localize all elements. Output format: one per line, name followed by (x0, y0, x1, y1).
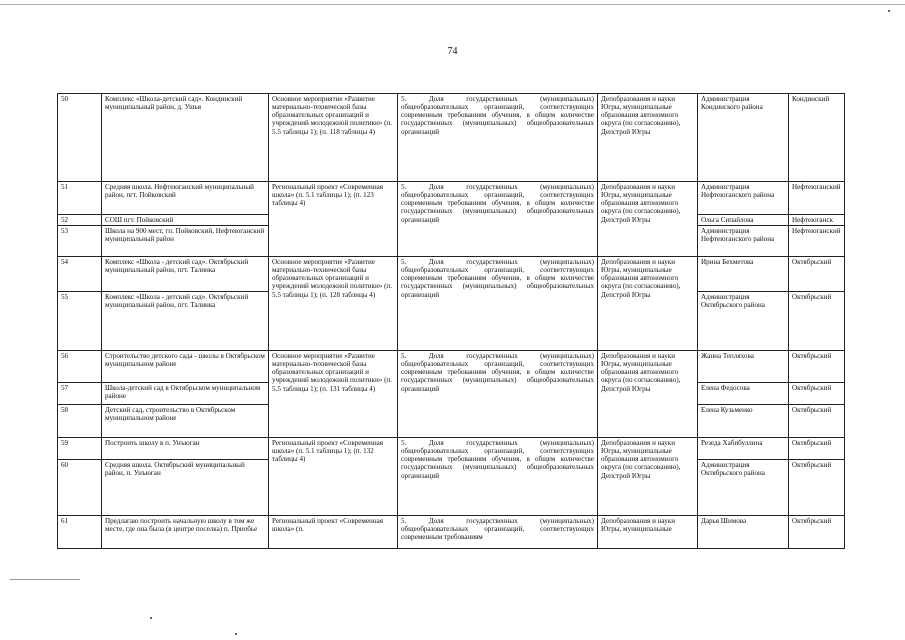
object-cell: Комплекс «Школа - детский сад». Октябрьский муниципальный район, пгт. Талинка (102, 292, 269, 351)
row-number: 50 (58, 94, 102, 182)
object-cell: Комплекс «Школа - детский сад». Октябрьский муниципальный район, пгт. Талинка (102, 257, 269, 292)
municipality-cell: Октябрьский (789, 383, 845, 405)
initiator-cell: Дарья Шимова (698, 516, 789, 549)
measure-cell: Основное мероприятие «Развитие материально-технической базы образовательных организаций и учреждений молодежной политики» (п. 5.5 таблицы 1); (п. 118 таблицы 4) (269, 94, 398, 182)
row-number: 51 (58, 182, 102, 215)
row-number: 57 (58, 383, 102, 405)
row-number: 54 (58, 257, 102, 292)
page-number: 74 (447, 46, 458, 57)
row-number: 52 (58, 215, 102, 226)
table-row (58, 438, 845, 460)
municipality-cell: Октябрьский (789, 460, 845, 516)
object-cell: Средняя школа. Октябрьский муниципальный район, п. Унъюган (102, 460, 269, 516)
initiator-cell: Резеда Хабибуллина (698, 438, 789, 460)
measure-cell: Региональный проект «Современная школа» (п. (269, 516, 398, 549)
municipality-cell: Кондинский (789, 94, 845, 182)
row-number: 59 (58, 438, 102, 460)
initiator-cell: Жанна Тепляхова (698, 351, 789, 383)
scan-bottom-line (10, 579, 80, 580)
indicator-cell: 5. Доля государственных (муниципальных) общеобразовательных организаций, соответствующих современным требованиям обучения, в общем количестве государственных (муниципальных) общеобразовательных организаций (398, 94, 598, 182)
municipality-cell: Нефтеюганский (789, 226, 845, 257)
row-number: 55 (58, 292, 102, 351)
measure-cell: Региональный проект «Современная школа» (п. 5.1 таблицы 1); (п. 132 таблицы 4) (269, 438, 398, 516)
initiator-cell: Администрация Кондинского района (698, 94, 789, 182)
municipality-cell: Октябрьский (789, 351, 845, 383)
municipality-cell: Октябрьский (789, 516, 845, 549)
row-number: 53 (58, 226, 102, 257)
row-number: 61 (58, 516, 102, 549)
indicator-cell: 5. Доля государственных (муниципальных) общеобразовательных организаций, соответствующих современным требованиям обучения, в общем количестве государственных (муниципальных) общеобразовательных организаций (398, 182, 598, 257)
initiator-cell: Администрация Нефтеюганского района (698, 226, 789, 257)
scan-top-line (0, 4, 905, 5)
object-cell: Комплекс «Школа-детский сад». Кондинский муниципальный район, д. Ушья (102, 94, 269, 182)
object-cell: Средняя школа. Нефтеюганский муниципальный район, пгт. Пойковский (102, 182, 269, 215)
object-cell: Построить школу в п. Унъюган (102, 438, 269, 460)
responsible-cell: Депобразования и науки Югры, муниципальные (598, 516, 698, 549)
responsible-cell: Депобразования и науки Югры, муниципальные образования автономного округа (по согласованию), Депстрой Югры (598, 351, 698, 438)
initiator-cell: Ольга Сипайлова (698, 215, 789, 226)
construction-table (57, 93, 845, 549)
municipality-cell: Октябрьский (789, 438, 845, 460)
object-cell: Школа-детский сад в Октябрьском муниципальном районе (102, 383, 269, 405)
object-cell: Предлагаю построить начальную школу в том же месте, где она была (в центре поселка) п. Приобье (102, 516, 269, 549)
row-number: 58 (58, 405, 102, 438)
table-row (58, 351, 845, 383)
table-row (58, 94, 845, 182)
responsible-cell: Депобразования и науки Югры, муниципальные образования автономного округа (по согласованию), Депстрой Югры (598, 182, 698, 257)
measure-cell: Основное мероприятие «Развитие материально-технической базы образовательных организаций и учреждений молодежной политики» (п. 5.5 таблицы 1); (п. 131 таблицы 4) (269, 351, 398, 438)
object-cell: СОШ пгт. Пойковский (102, 215, 269, 226)
scan-speck (888, 10, 890, 12)
responsible-cell: Депобразования и науки Югры, муниципальные образования автономного округа (по согласованию), Депстрой Югры (598, 257, 698, 351)
indicator-cell: 5. Доля государственных (муниципальных) общеобразовательных организаций, соответствующих современным требованиям (398, 516, 598, 549)
municipality-cell: Нефтеюганск (789, 215, 845, 226)
initiator-cell: Администрация Нефтеюганского района (698, 182, 789, 215)
initiator-cell: Елена Кузьменко (698, 405, 789, 438)
scan-speck (150, 617, 152, 619)
indicator-cell: 5. Доля государственных (муниципальных) общеобразовательных организаций, соответствующих современным требованиям обучения, в общем количестве государственных (муниципальных) общеобразовательных организаций (398, 351, 598, 438)
indicator-cell: 5. Доля государственных (муниципальных) общеобразовательных организаций, соответствующих современным требованиям обучения, в общем количестве государственных (муниципальных) общеобразовательных организаций (398, 438, 598, 516)
initiator-cell: Ирина Бехметова (698, 257, 789, 292)
initiator-cell: Администрация Октябрьского района (698, 460, 789, 516)
table-row (58, 516, 845, 549)
scan-speck (235, 633, 237, 635)
object-cell: Школа на 900 мест, гп. Пойковский, Нефтеюганский муниципальный район (102, 226, 269, 257)
municipality-cell: Октябрьский (789, 292, 845, 351)
row-number: 56 (58, 351, 102, 383)
measure-cell: Основное мероприятие «Развитие материально-технической базы образовательных организаций и учреждений молодежной политики» (п. 5.5 таблицы 1); (п. 128 таблицы 4) (269, 257, 398, 351)
indicator-cell: 5. Доля государственных (муниципальных) общеобразовательных организаций, соответствующих современным требованиям обучения, в общем количестве государственных (муниципальных) общеобразовательных организаций (398, 257, 598, 351)
municipality-cell: Октябрьский (789, 405, 845, 438)
object-cell: Строительство детского сада - школы в Октябрьском муниципальном районе (102, 351, 269, 383)
municipality-cell: Октябрьский (789, 257, 845, 292)
measure-cell: Региональный проект «Современная школа» (п. 5.1 таблицы 1); (п. 123 таблицы 4) (269, 182, 398, 257)
initiator-cell: Елена Федосова (698, 383, 789, 405)
object-cell: Детский сад, строительство в Октябрьском муниципальном районе (102, 405, 269, 438)
municipality-cell: Нефтеюганский (789, 182, 845, 215)
responsible-cell: Депобразования и науки Югры, муниципальные образования автономного округа (по согласованию), Депстрой Югры (598, 438, 698, 516)
table-row (58, 182, 845, 215)
responsible-cell: Депобразования и науки Югры, муниципальные образования автономного округа (по согласованию), Депстрой Югры (598, 94, 698, 182)
table-row (58, 257, 845, 292)
row-number: 60 (58, 460, 102, 516)
initiator-cell: Администрация Октябрьского района (698, 292, 789, 351)
